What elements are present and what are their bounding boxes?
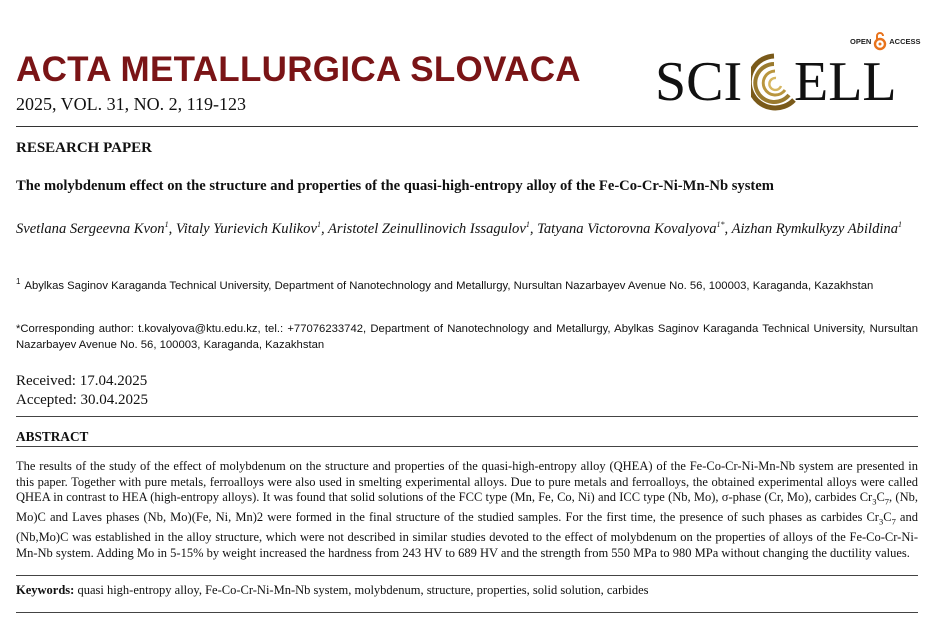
paper-title: The molybdenum effect on the structure and properties of the quasi-high-entropy alloy of the Fe-Co-Cr-Ni-Mn-Nb system	[16, 178, 774, 194]
author-name: Tatyana Victorovna Kovalyova	[537, 220, 717, 237]
keywords-label: Keywords:	[16, 583, 75, 597]
abstract-heading: ABSTRACT	[16, 429, 89, 444]
keywords-divider-bottom	[16, 612, 918, 613]
publisher-logo	[655, 48, 917, 118]
open-access-left-label: OPEN	[850, 36, 872, 46]
header-divider	[16, 126, 918, 127]
abstract-text-part: , (Nb, Mo)C and Laves phases (Nb, Mo)(Fe, Ni, Mn)2 were formed in the final structure of the studied samples. For the first time, the presence of such phases as carbides Cr	[16, 490, 918, 525]
open-access-right-label: ACCESS	[889, 36, 921, 46]
abstract-text-part: and (Nb,Mo)C was established in the alloy structure, which were not described in similar studies devoted to the effect of molybdenum on the properties of alloys of the Fe-Co-Cr-Ni-Mn-Nb system. Adding Mo in 5-15% by weight increased the hardness from 243 HV to 689 HV and the strength from 550 MPa to 980 MPa without changing the ductility values.	[16, 510, 918, 560]
author-name: Aristotel Zeinullinovich Issagulov	[328, 220, 526, 237]
received-date: Received: 17.04.2025	[16, 373, 148, 389]
abstract-subscript: 3	[872, 496, 877, 507]
keywords-divider-top	[16, 575, 918, 576]
affiliation-mark: 1	[16, 277, 21, 286]
keywords-text: quasi high-entropy alloy, Fe-Co-Cr-Ni-Mn-Nb system, molybdenum, structure, properties, solid solution, carbides	[74, 583, 649, 597]
abstract-subscript: 7	[884, 496, 890, 507]
abstract-text-part: The results of the study of the effect of molybdenum on the structure and properties of the quasi-high-entropy alloy (QHEA) of the Fe-Co-Cr-Ni-Mn-Nb system are presented in this paper. Together with pure metals, ferroalloys were also used in smelting experimental alloys. Due to pure metals and ferroalloys, the obtained experimental alloys were called QHEA in contrast to HEA (high-entropy alloys). It was found that solid solutions of the FCC type (Mn, Fe, Co, Ni) and ICC type (Nb, Mo), σ-phase (Cr, Mo), carbides Cr	[16, 459, 918, 505]
accepted-date: Accepted: 30.04.2025	[16, 392, 149, 408]
keywords	[16, 583, 918, 598]
author-affiliation-mark: 1	[898, 220, 903, 229]
spiral-shell-icon	[751, 50, 797, 116]
affiliation-text: Abylkas Saginov Karaganda Technical University, Department of Nanotechnology and Metallurgy, Nursultan Nazarbayev Avenue No. 56, 100003, Karaganda, Kazakhstan	[24, 279, 874, 292]
paper-type: RESEARCH PAPER	[16, 140, 152, 156]
abstract-body	[16, 459, 918, 562]
abstract-text-part: C	[883, 510, 892, 525]
corresponding-author: *Corresponding author: t.kovalyova@ktu.edu.kz, tel.: +77076233742, Department of Nanotechnology and Metallurgy, Abylkas Saginov Karaganda Technical University, Nursultan Nazarbayev Avenue No. 56, 100003, Karaganda, Kazakhstan	[16, 323, 918, 351]
abstract-subscript: 7	[891, 516, 896, 527]
author-affiliation-mark: 1	[316, 220, 321, 229]
author-affiliation-mark: 1	[525, 220, 530, 229]
publisher-logo-right-text: ELL	[794, 51, 897, 113]
author-affiliation-mark: 1	[164, 220, 169, 229]
journal-title: ACTA METALLURGICA SLOVACA	[16, 50, 581, 89]
author-name: Vitaly Yurievich Kulikov	[175, 220, 317, 237]
journal-issue: 2025, VOL. 31, NO. 2, 119-123	[16, 94, 246, 114]
dates-block	[16, 372, 148, 410]
abstract-divider-bottom	[16, 446, 918, 447]
abstract-subscript: 3	[878, 516, 884, 527]
author-name: Svetlana Sergeevna Kvon	[16, 220, 165, 237]
author-affiliation-mark: 1*	[716, 220, 725, 229]
abstract-text-part: C	[876, 490, 885, 505]
author-name: Aizhan Rymkulkyzy Abildina	[731, 220, 899, 237]
abstract-divider-top	[16, 416, 918, 417]
publisher-logo-left-text: SCI	[655, 51, 743, 113]
author-list: Svetlana Sergeevna Kvon$^1$, Vitaly Yurievich Kulikov$^1$, Aristotel Zeinullinovich Issagulov$^1$, Tatyana Victorovna Kovalyova$^{1*}$, Aizhan Rymkulkyzy Abildina$^1$	[16, 220, 903, 237]
affiliation	[16, 274, 918, 294]
